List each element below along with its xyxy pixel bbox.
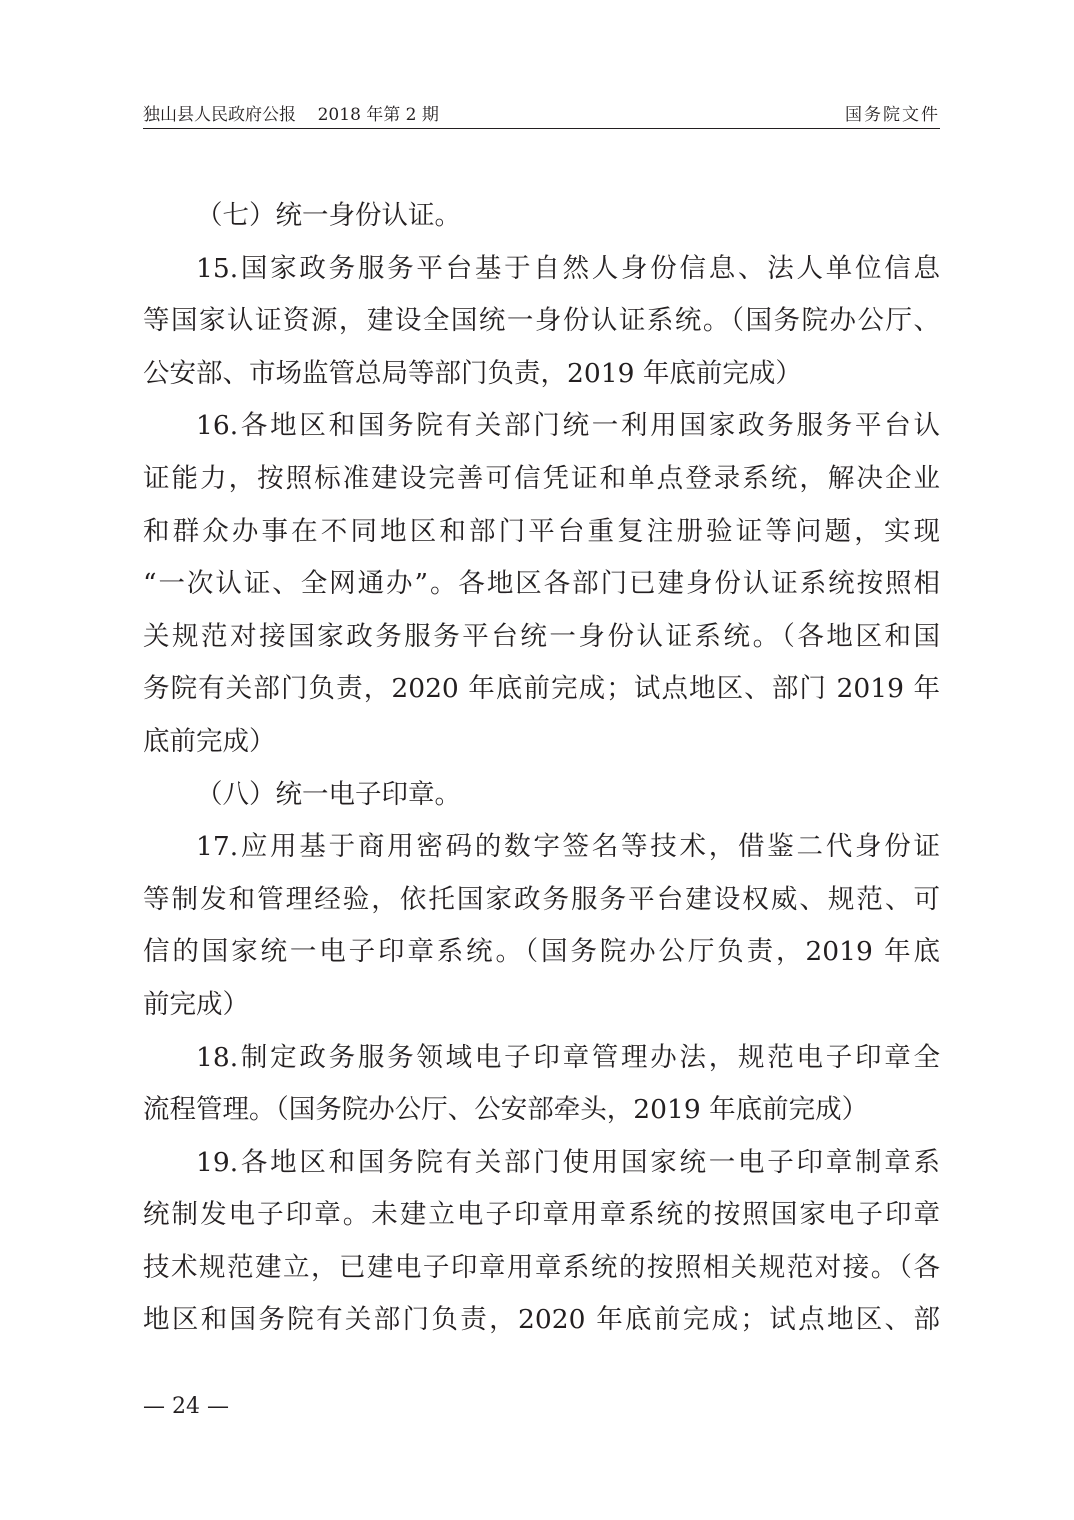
text-line: “一次认证、全网通办”。各地区各部门已建身份认证系统按照相: [143, 568, 940, 600]
text-line: 17.应用基于商用密码的数字签名等技术，借鉴二代身份证: [196, 831, 940, 863]
text-line: 地区和国务院有关部门负责，2020 年底前完成；试点地区、部: [143, 1304, 940, 1336]
text-line: 15.国家政务服务平台基于自然人身份信息、法人单位信息: [196, 252, 940, 284]
text-line: 前完成）: [143, 988, 249, 1020]
text-line: 技术规范建立，已建电子印章用章系统的按照相关规范对接。（各: [143, 1251, 940, 1283]
text-line: 等国家认证资源，建设全国统一身份认证系统。（国务院办公厅、: [143, 305, 940, 337]
text-line: 务院有关部门负责，2020 年底前完成；试点地区、部门 2019 年: [143, 673, 940, 705]
section-heading-8: （八）统一电子印章。: [196, 778, 461, 810]
paragraph-item-15: [143, 243, 940, 401]
running-header: [143, 102, 940, 129]
text-line: 信的国家统一电子印章系统。（国务院办公厅负责，2019 年底: [143, 936, 940, 968]
text-line: 关规范对接国家政务服务平台统一身份认证系统。（各地区和国: [143, 620, 940, 652]
text-line: 18.制定政务服务领域电子印章管理办法，规范电子印章全: [196, 1041, 940, 1073]
section-heading-7: （七）统一身份认证。: [196, 200, 461, 231]
paragraph-item-18: [143, 1032, 940, 1137]
paragraph-item-19: [143, 1137, 940, 1347]
text-line: 流程管理。（国务院办公厅、公安部牵头，2019 年底前完成）: [143, 1094, 869, 1126]
text-line: 19.各地区和国务院有关部门使用国家统一电子印章制章系: [196, 1146, 940, 1178]
text-line: 和群众办事在不同地区和部门平台重复注册验证等问题，实现: [143, 515, 940, 547]
text-line: 统制发电子印章。未建立电子印章用章系统的按照国家电子印章: [143, 1199, 940, 1231]
text-line: 16.各地区和国务院有关部门统一利用国家政务服务平台认: [196, 410, 940, 442]
paragraph-item-17: [143, 821, 940, 1031]
page-number: — 24 —: [143, 1394, 229, 1419]
document-body: [143, 190, 940, 1347]
text-line: 等制发和管理经验，依托国家政务服务平台建设权威、规范、可: [143, 883, 940, 915]
paragraph-item-16: [143, 400, 940, 768]
text-line: 公安部、市场监管总局等部门负责，2019 年底前完成）: [143, 357, 802, 389]
header-section-title: 国务院文件: [845, 105, 940, 125]
header-publication-title: 独山县人民政府公报 2018 年第 2 期: [143, 105, 439, 125]
text-line: 底前完成）: [143, 725, 276, 757]
text-line: 证能力，按照标准建设完善可信凭证和单点登录系统，解决企业: [143, 462, 940, 494]
